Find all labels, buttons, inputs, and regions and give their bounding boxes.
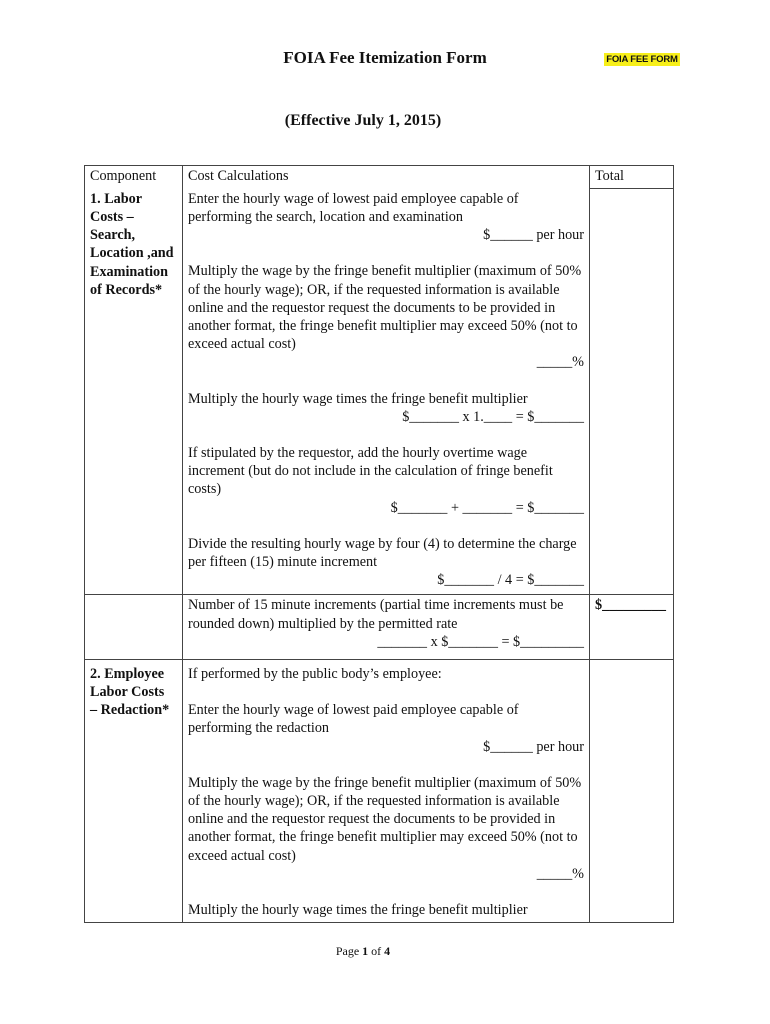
document-subtitle: (Effective July 1, 2015) [284, 112, 442, 129]
component-redaction: 2. Employee Labor Costs – Redaction* [85, 659, 183, 922]
instruction-fringe-multiplier: Multiply the wage by the fringe benefit multiplier (maximum of 50% of the hourly wage); OR, if the requested information is available online and the requestor request the documents to be provided in another format, the fringe benefit multiplier may exceed 50% (not to exceed actual cost) [187, 263, 582, 353]
blank-fringe-percent[interactable]: _____% [536, 354, 584, 371]
instruction-redaction-wage-times-fringe: Multiply the hourly wage times the fringe benefit multiplier [187, 902, 528, 918]
instruction-public-body: If performed by the public body’s employee: [187, 665, 442, 682]
cost-calculations-search [182, 189, 589, 595]
total-cell-empty [590, 659, 674, 922]
blank-hourly-wage[interactable]: $______ per hour [483, 227, 584, 244]
blank-redaction-fringe[interactable]: _____% [536, 865, 584, 882]
header-component: Component [85, 166, 183, 189]
table-row [85, 595, 674, 660]
blank-divide-by-four[interactable]: $_______ / 4 = $_______ [437, 572, 584, 589]
header-cost: Cost Calculations [182, 166, 589, 189]
blank-increments[interactable]: _______ x $_______ = $_________ [377, 633, 584, 650]
blank-overtime[interactable]: $_______ + _______ = $_______ [390, 499, 584, 516]
table-header-row [85, 166, 674, 189]
instruction-increments: Number of 15 minute increments (partial time increments must be rounded down) multiplied by the permitted rate [187, 597, 564, 632]
page-current: 1 [362, 944, 369, 958]
instruction-divide-by-four: Divide the resulting hourly wage by four (4) to determine the charge per fifteen (15) minute increment [187, 535, 577, 570]
total-labor-search[interactable]: $_________ [590, 595, 674, 660]
instruction-overtime: If stipulated by the requestor, add the hourly overtime wage increment (but do not include in the calculation of fringe benefit costs) [187, 444, 553, 498]
header-total: Total [590, 166, 674, 189]
page-total: 4 [384, 944, 391, 958]
instruction-hourly-wage: Enter the hourly wage of lowest paid employee capable of performing the search, location and examination [187, 190, 519, 225]
instruction-redaction-fringe: Multiply the wage by the fringe benefit multiplier (maximum of 50% of the hourly wage); OR, if the requested information is available online and the requestor request the documents to be provided in another format, the fringe benefit multiplier may exceed 50% (not to exceed actual cost) [187, 774, 582, 864]
blank-redaction-wage[interactable]: $______ per hour [483, 738, 584, 755]
page-footer: Page 1 of 4 [335, 944, 391, 958]
table-row [85, 189, 674, 595]
table-row [85, 659, 674, 922]
cost-increments [182, 595, 589, 660]
component-empty [85, 595, 183, 660]
total-cell-empty [590, 189, 674, 595]
cost-calculations-redaction [182, 659, 589, 922]
form-badge: FOIA FEE FORM [604, 53, 680, 66]
component-labor-search: 1. Labor Costs – Search, Location ,and Examination of Records* [85, 189, 183, 595]
blank-wage-times-fringe[interactable]: $_______ x 1.____ = $_______ [402, 408, 584, 425]
fee-table [84, 165, 674, 923]
document-title: FOIA Fee Itemization Form [283, 48, 487, 67]
instruction-redaction-wage: Enter the hourly wage of lowest paid employee capable of performing the redaction [187, 702, 519, 737]
instruction-wage-times-fringe: Multiply the hourly wage times the fringe benefit multiplier [187, 390, 528, 407]
